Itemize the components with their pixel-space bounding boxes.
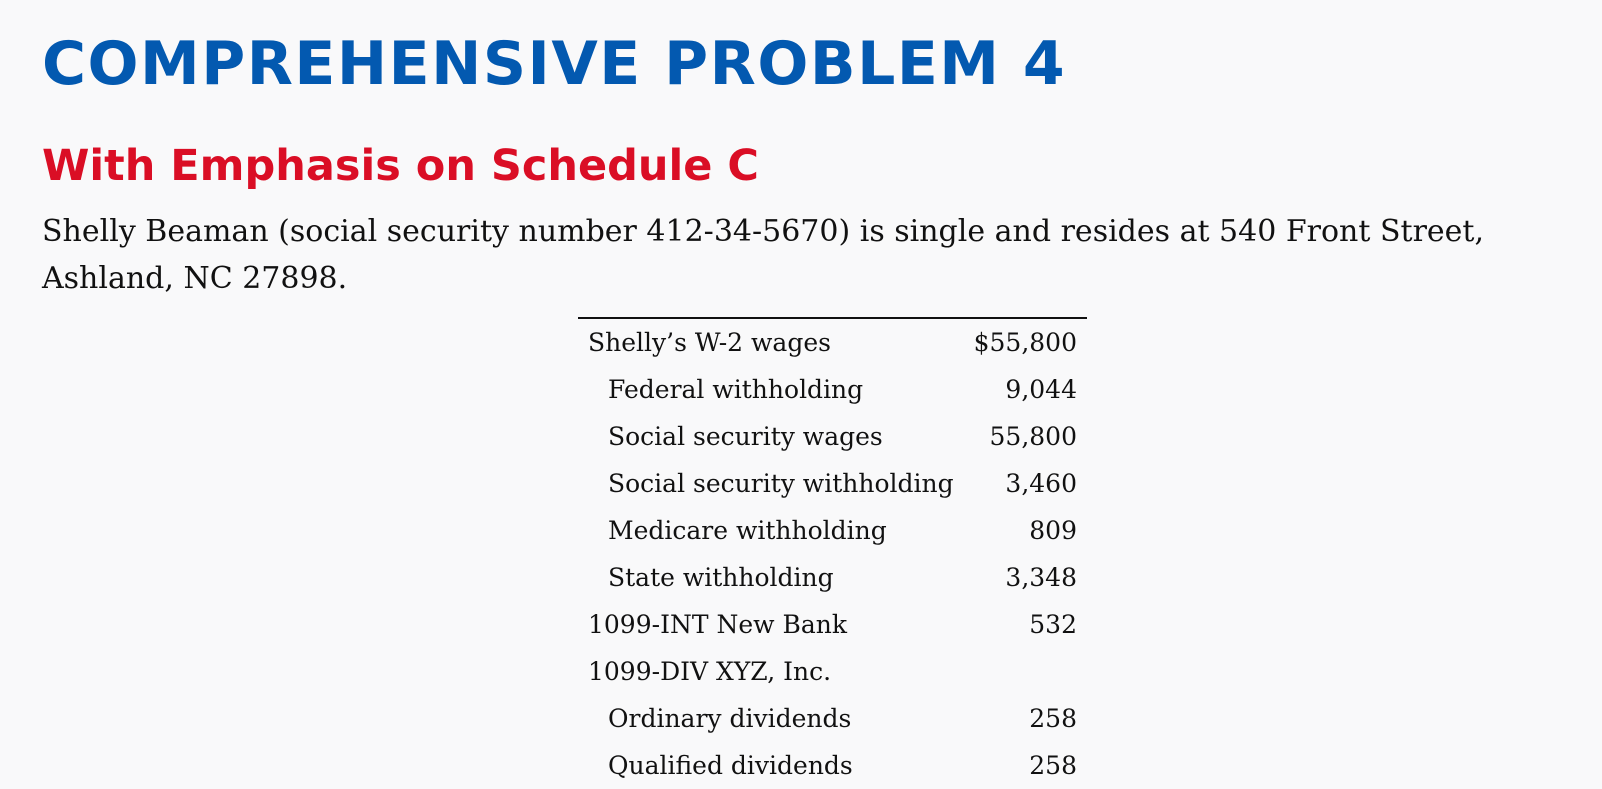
table-row bbox=[578, 554, 1087, 601]
row-label: 1099-INT New Bank bbox=[588, 610, 847, 639]
row-amount: 258 bbox=[1029, 751, 1077, 780]
table-row bbox=[578, 413, 1087, 460]
row-label: Social security wages bbox=[608, 422, 883, 451]
row-label: Medicare withholding bbox=[608, 516, 887, 545]
row-label: Ordinary dividends bbox=[608, 704, 852, 733]
row-amount: 55,800 bbox=[989, 422, 1077, 451]
table-row bbox=[578, 366, 1087, 413]
row-amount: 258 bbox=[1029, 704, 1077, 733]
page-subtitle: With Emphasis on Schedule C bbox=[42, 141, 759, 191]
table-row bbox=[578, 742, 1087, 789]
row-amount: 3,460 bbox=[1005, 469, 1077, 498]
row-label: State withholding bbox=[608, 563, 834, 592]
income-table bbox=[578, 317, 1087, 789]
row-amount bbox=[964, 648, 1087, 695]
row-amount: 809 bbox=[1029, 516, 1077, 545]
row-amount: 9,044 bbox=[1005, 375, 1077, 404]
intro-paragraph: Shelly Beaman (social security number 412-34-5670) is single and resides at 540 Front Street, Ashland, NC 27898. bbox=[42, 214, 1485, 296]
row-amount: 3,348 bbox=[1005, 563, 1077, 592]
row-label: Shelly’s W-2 wages bbox=[588, 328, 831, 357]
row-label: Federal withholding bbox=[608, 375, 864, 404]
table-row bbox=[578, 601, 1087, 648]
page-title: COMPREHENSIVE PROBLEM 4 bbox=[42, 29, 1067, 99]
row-label: 1099-DIV XYZ, Inc. bbox=[588, 657, 832, 686]
table-row bbox=[578, 318, 1087, 366]
row-amount: 532 bbox=[1029, 610, 1077, 639]
table-row bbox=[578, 507, 1087, 554]
table-row bbox=[578, 695, 1087, 742]
row-amount: $55,800 bbox=[973, 328, 1077, 357]
table-row bbox=[578, 648, 1087, 695]
table-row bbox=[578, 460, 1087, 507]
row-label: Social security withholding bbox=[608, 469, 954, 498]
row-label: Qualified dividends bbox=[608, 751, 853, 780]
